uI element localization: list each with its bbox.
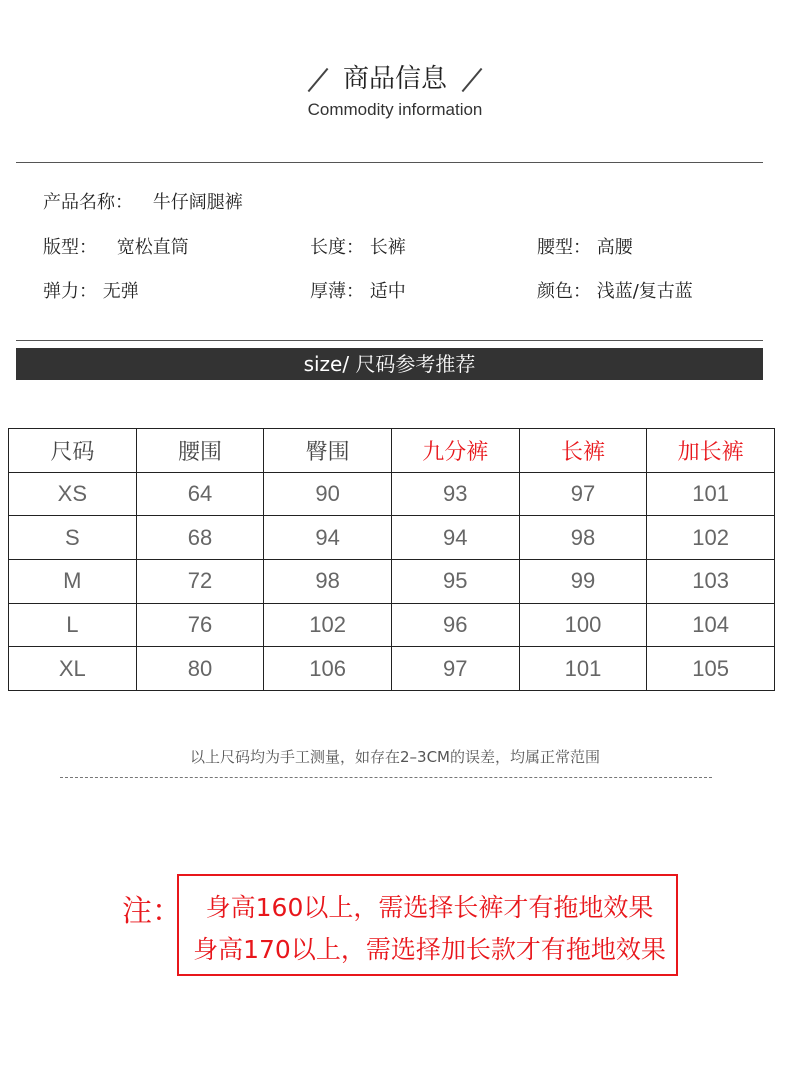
table-cell: 94 (264, 516, 392, 560)
table-header-cell: 腰围 (136, 429, 264, 473)
notice-label: 注： (122, 894, 182, 929)
table-cell: 90 (264, 472, 392, 516)
table-cell: 105 (647, 647, 775, 691)
size-section-title: size/ 尺码参考推荐 (303, 352, 476, 376)
table-row (9, 647, 775, 691)
table-cell: 93 (391, 472, 519, 516)
table-cell: 98 (519, 516, 647, 560)
table-cell: 98 (264, 559, 392, 603)
table-header-cell: 长裤 (519, 429, 647, 473)
table-row (9, 603, 775, 647)
table-cell: M (9, 559, 137, 603)
size-table (8, 428, 775, 691)
info-value: 长裤 (369, 237, 406, 258)
notice-line: 身高170以上，需选择加长款才有拖地效果 (193, 935, 666, 964)
table-row (9, 472, 775, 516)
table-header-cell: 臀围 (264, 429, 392, 473)
table-cell: 95 (391, 559, 519, 603)
table-cell: XS (9, 472, 137, 516)
info-fit (43, 233, 189, 259)
table-cell: 72 (136, 559, 264, 603)
info-length (310, 233, 406, 259)
info-value: 适中 (369, 281, 406, 302)
info-color (537, 277, 693, 303)
table-header-cell: 九分裤 (391, 429, 519, 473)
info-value: 牛仔阔腿裤 (152, 192, 243, 213)
table-cell: 97 (391, 647, 519, 691)
table-header-cell: 尺码 (9, 429, 137, 473)
table-cell: S (9, 516, 137, 560)
notice-box (177, 874, 678, 976)
table-cell: XL (9, 647, 137, 691)
divider (16, 340, 763, 341)
section-subtitle: Commodity information (307, 100, 483, 119)
info-label: 厚薄： (310, 281, 364, 302)
table-row (9, 559, 775, 603)
info-label: 颜色： (537, 281, 591, 302)
section-title (0, 58, 790, 95)
section-title-text: 商品信息 (342, 64, 447, 94)
table-cell: 99 (519, 559, 647, 603)
table-cell: 76 (136, 603, 264, 647)
info-label: 长度： (310, 237, 364, 258)
table-cell: 68 (136, 516, 264, 560)
table-cell: L (9, 603, 137, 647)
table-cell: 102 (264, 603, 392, 647)
measurement-note: 以上尺码均为手工测量，如存在2–3CM的误差，均属正常范围 (189, 748, 600, 766)
table-cell: 94 (391, 516, 519, 560)
info-value: 浅蓝/复古蓝 (596, 281, 693, 302)
info-waist (537, 233, 633, 259)
info-thickness (310, 277, 406, 303)
table-cell: 101 (647, 472, 775, 516)
table-row (9, 516, 775, 560)
info-label: 弹力： (43, 281, 97, 302)
info-stretch (43, 277, 139, 303)
table-cell: 64 (136, 472, 264, 516)
size-section-bar (16, 348, 763, 380)
notice-line: 身高160以上，需选择长裤才有拖地效果 (205, 893, 654, 922)
slash-decoration (462, 67, 483, 91)
divider (16, 162, 763, 163)
table-cell: 97 (519, 472, 647, 516)
table-cell: 96 (391, 603, 519, 647)
info-value: 无弹 (102, 281, 139, 302)
table-cell: 106 (264, 647, 392, 691)
info-label: 版型： (43, 237, 97, 258)
table-header-row (9, 429, 775, 473)
table-cell: 104 (647, 603, 775, 647)
dashed-divider (60, 777, 712, 778)
table-header-cell: 加长裤 (647, 429, 775, 473)
table-cell: 101 (519, 647, 647, 691)
info-value: 宽松直筒 (116, 237, 189, 258)
info-label: 腰型： (537, 237, 591, 258)
slash-decoration (308, 67, 329, 91)
info-value: 高腰 (596, 237, 633, 258)
info-label: 产品名称： (43, 192, 133, 213)
table-cell: 80 (136, 647, 264, 691)
table-cell: 100 (519, 603, 647, 647)
table-cell: 103 (647, 559, 775, 603)
table-cell: 102 (647, 516, 775, 560)
info-product-name (43, 188, 243, 214)
